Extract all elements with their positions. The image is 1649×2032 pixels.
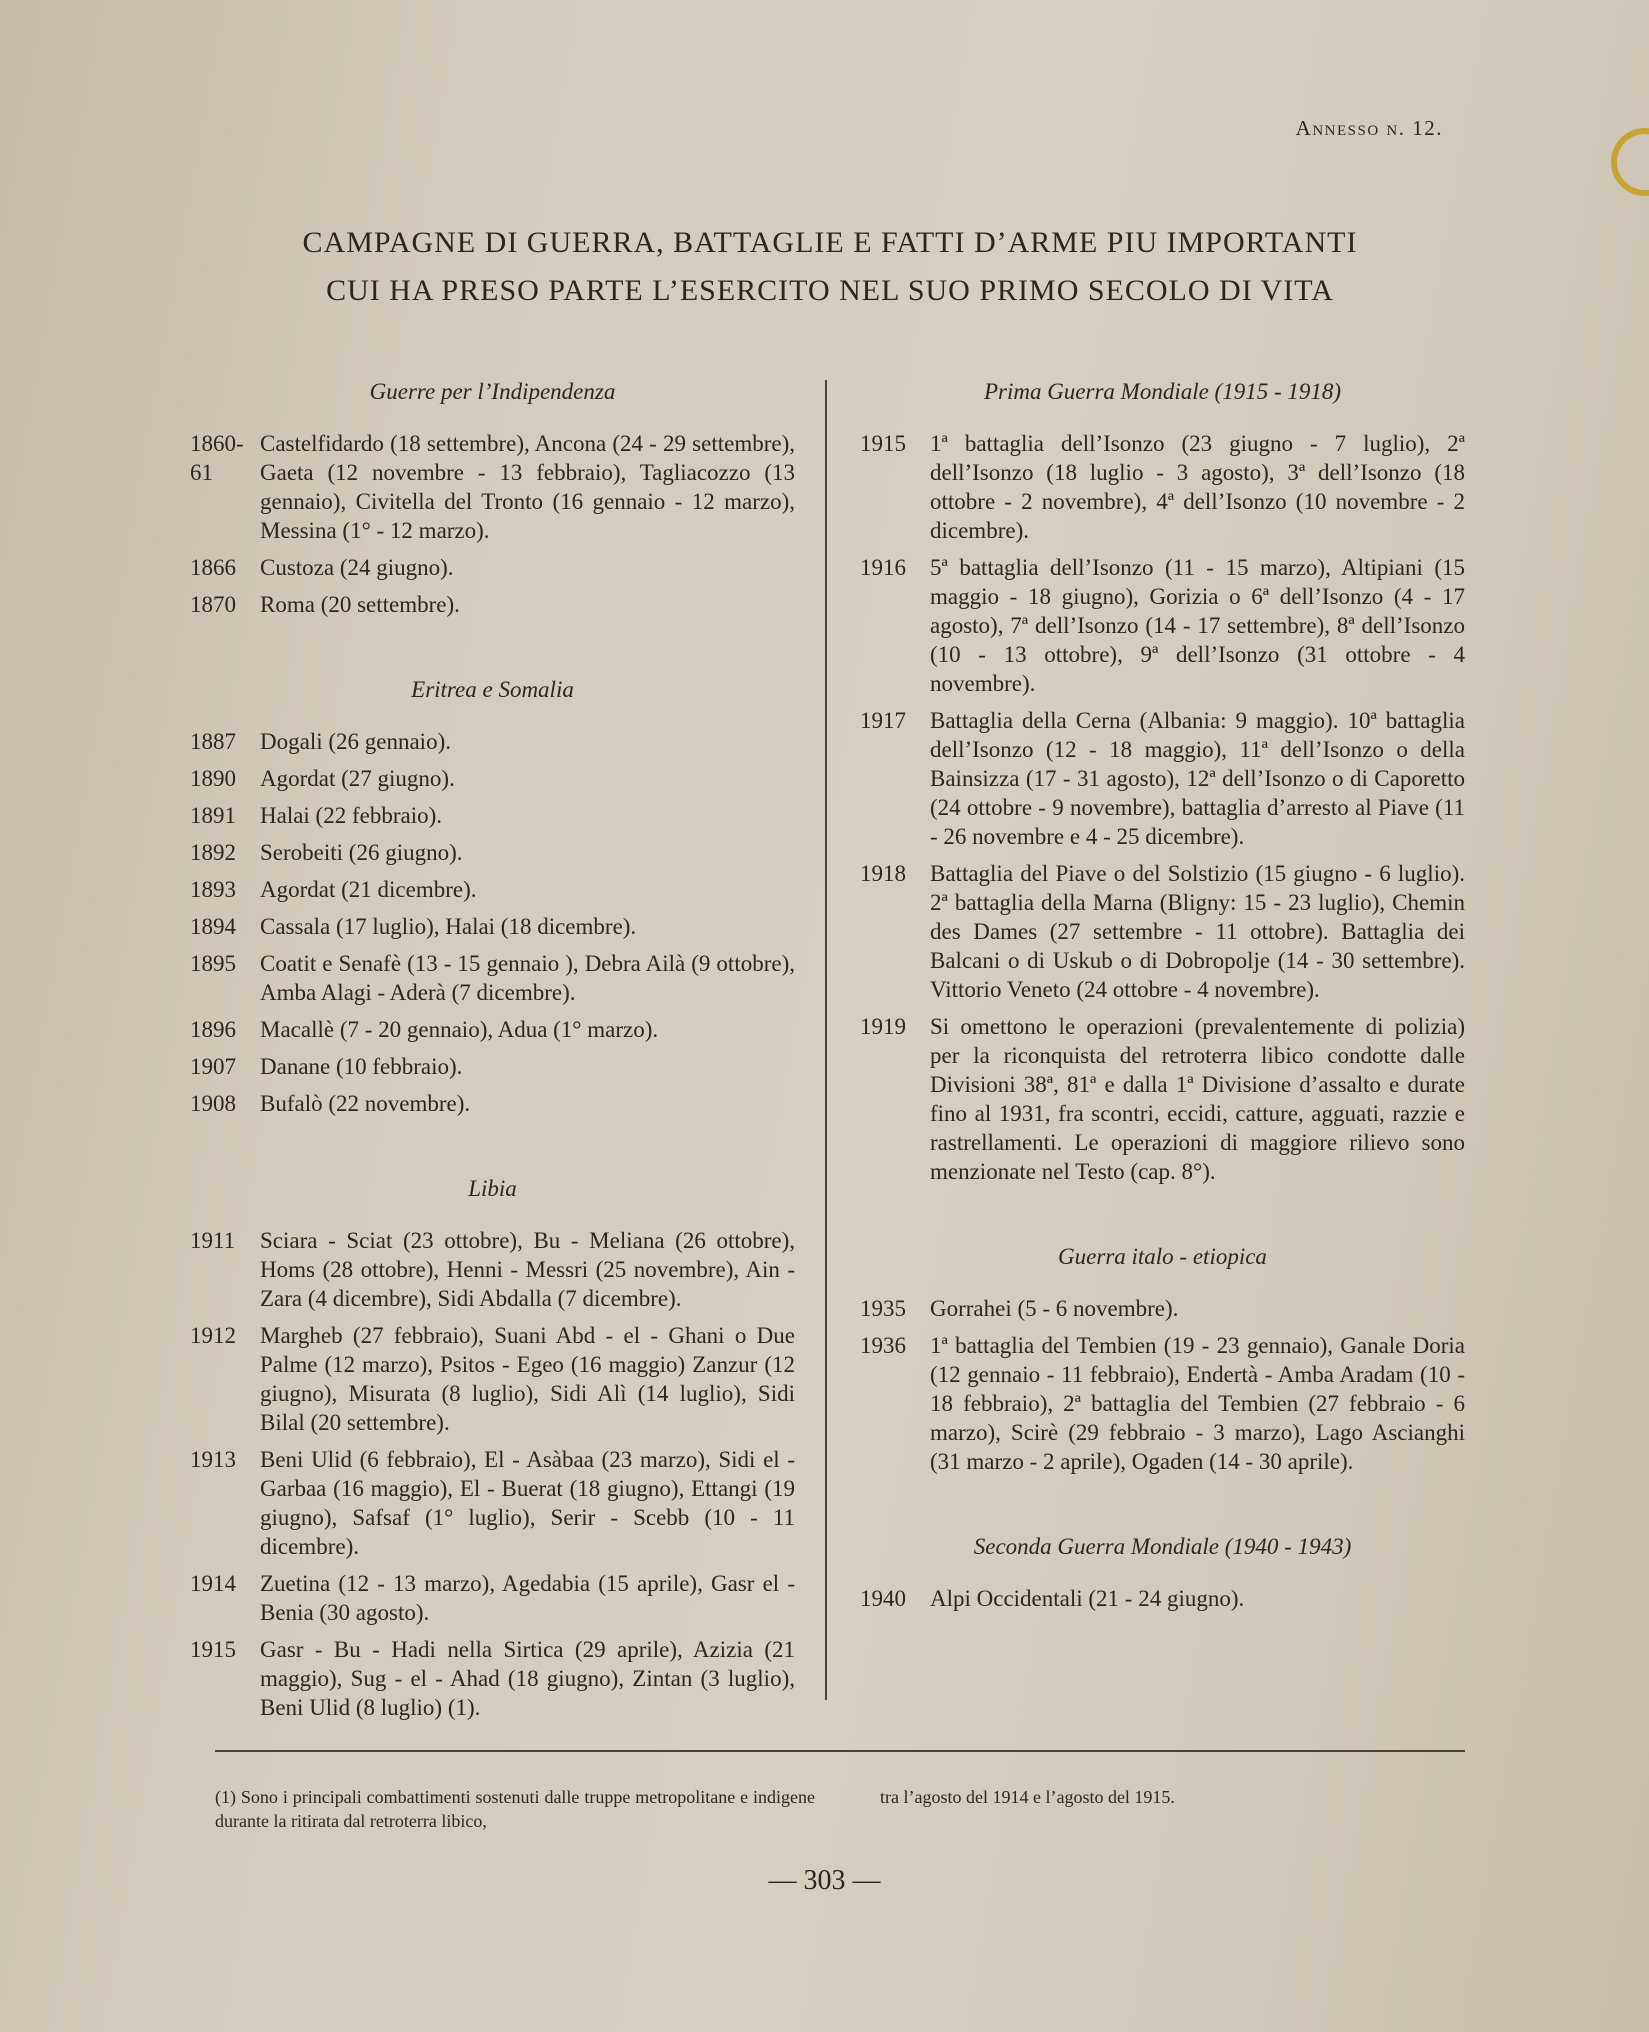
- section-title-seconda-guerra: Seconda Guerra Mondiale (1940 - 1943): [973, 1534, 1352, 1559]
- entry-text: Serobeiti (26 giugno).: [260, 840, 463, 865]
- entry-text: Sciara - Sciat (23 ottobre), Bu - Meliana (26 ottobre), Homs (28 ottobre), Henni - Messri (25 novembre), Ain - Zara (4 dicembre), Sidi Abdalla (7 dicembre).: [260, 1228, 795, 1311]
- entry-text: Agordat (27 giugno).: [260, 766, 455, 791]
- entry-year: 1866: [190, 555, 236, 580]
- entry-text: Macallè (7 - 20 gennaio), Adua (1° marzo).: [260, 1017, 659, 1042]
- entry-year: 1896: [190, 1017, 236, 1042]
- list-item: [190, 429, 795, 545]
- list-item: [860, 429, 1465, 545]
- entry-text: Battaglia della Cerna (Albania: 9 maggio). 10ª battaglia dell’Isonzo (12 - 18 maggio), 11ª dell’Isonzo o della Bainsizza (17 - 31 agosto), 12ª dell’Isonzo o di Caporetto (24 ottobre - 9 novembre), battaglia d’arresto al Piave (11 - 26 novembre e 4 - 25 dicembre).: [930, 708, 1465, 849]
- entry-year: 1919: [860, 1014, 906, 1039]
- entry-text: Beni Ulid (6 febbraio), El - Asàbaa (23 marzo), Sidi el - Garbaa (16 maggio), El - Buerat (18 giugno), Ettangi (19 giugno), Safsaf (1° luglio), Serir - Scebb (10 - 11 dicembre).: [260, 1447, 795, 1559]
- footnote-left: (1) Sono i principali combattimenti sostenuti dalle truppe metropolitane e indigene durante la ritirata dal retroterra libico,: [215, 1787, 815, 1831]
- entry-text: Danane (10 febbraio).: [260, 1054, 463, 1079]
- list-item: [190, 590, 795, 619]
- list-item: [860, 1584, 1465, 1613]
- entry-year: 1870: [190, 592, 236, 617]
- entry-text: Margheb (27 febbraio), Suani Abd - el - Ghani o Due Palme (12 marzo), Psitos - Egeo (16 maggio) Zanzur (12 giugno), Misurata (8 luglio), Sidi Alì (14 luglio), Sidi Bilal (20 settembre).: [260, 1323, 795, 1435]
- entry-year: 1915: [860, 431, 906, 456]
- entry-text: Dogali (26 gennaio).: [260, 729, 451, 754]
- entry-year: 1908: [190, 1091, 236, 1116]
- entry-text: 5ª battaglia dell’Isonzo (11 - 15 marzo), Altipiani (15 maggio - 18 giugno), Gorizia o 6ª dell’Isonzo (4 - 17 agosto), 7ª dell’Isonzo (14 - 17 settembre), 8ª dell’Isonzo (10 - 13 ottobre), 9ª dell’Isonzo (31 ottobre - 4 novembre).: [930, 555, 1465, 696]
- list-item: [190, 764, 795, 793]
- entry-text: Gorrahei (5 - 6 novembre).: [930, 1296, 1179, 1321]
- entry-year: 1913: [190, 1447, 236, 1472]
- entry-year: 1891: [190, 803, 236, 828]
- entry-text: Custoza (24 giugno).: [260, 555, 454, 580]
- list-item: [190, 1635, 795, 1722]
- entry-year: 1892: [190, 840, 236, 865]
- list-item: [860, 1294, 1465, 1323]
- list-item: [190, 912, 795, 941]
- entry-year: 1895: [190, 951, 236, 976]
- entry-year: 1915: [190, 1637, 236, 1662]
- list-item: [190, 727, 795, 756]
- entry-year: 1890: [190, 766, 236, 791]
- entry-year: 1914: [190, 1571, 236, 1596]
- binder-ring-icon: [1611, 128, 1649, 196]
- list-item: [190, 553, 795, 582]
- entry-text: Battaglia del Piave o del Solstizio (15 giugno - 6 luglio). 2ª battaglia della Marna (Bligny: 15 - 23 luglio), Chemin des Dames (27 settembre - 11 ottobre). Battaglia dei Balcani o di Uskub o di Dobropolje (14 - 30 settembre). Vittorio Veneto (24 ottobre - 4 novembre).: [930, 861, 1465, 1002]
- entry-text: Halai (22 febbraio).: [260, 803, 443, 828]
- footnote-rule: [215, 1750, 1465, 1752]
- list-item: [860, 1331, 1465, 1476]
- annex-label: Annesso n. 12.: [1295, 116, 1443, 140]
- list-item: [190, 1226, 795, 1313]
- footnote-right: tra l’agosto del 1914 e l’agosto del 1915.: [880, 1787, 1175, 1807]
- entry-text: Gasr - Bu - Hadi nella Sirtica (29 aprile), Azizia (21 maggio), Sug - el - Ahad (18 giugno), Zintan (3 luglio), Beni Ulid (8 luglio) (1).: [260, 1637, 795, 1720]
- entry-year: 1918: [860, 861, 906, 886]
- list-item: [190, 1015, 795, 1044]
- entry-text: 1ª battaglia del Tembien (19 - 23 gennaio), Ganale Doria (12 gennaio - 11 febbraio), Endertà - Amba Aradam (10 - 18 febbraio), 2ª battaglia del Tembien (27 febbraio - 6 marzo), Scirè (29 febbraio - 3 marzo), Lago Ascianghi (31 marzo - 2 aprile), Ogaden (14 - 30 aprile).: [930, 1333, 1465, 1474]
- right-column: [860, 375, 1465, 1621]
- entry-text: 1ª battaglia dell’Isonzo (23 giugno - 7 luglio), 2ª dell’Isonzo (18 luglio - 3 agosto), 3ª dell’Isonzo (18 ottobre - 2 novembre), 4ª dell’Isonzo (10 novembre - 2 dicembre).: [930, 431, 1465, 543]
- entry-text: Zuetina (12 - 13 marzo), Agedabia (15 aprile), Gasr el - Benia (30 agosto).: [260, 1571, 795, 1625]
- section-title-italo-etiopica: Guerra italo - etiopica: [1058, 1244, 1267, 1269]
- entry-text: Agordat (21 dicembre).: [260, 877, 477, 902]
- list-item: [190, 1569, 795, 1627]
- list-item: [190, 1089, 795, 1118]
- entry-text: Bufalò (22 novembre).: [260, 1091, 471, 1116]
- section-title-prima-guerra: Prima Guerra Mondiale (1915 - 1918): [983, 379, 1342, 404]
- entry-year: 1860-61: [190, 431, 244, 485]
- section-title-libia: Libia: [468, 1176, 517, 1201]
- entry-year: 1917: [860, 708, 906, 733]
- entry-text: Coatit e Senafè (13 - 15 gennaio ), Debra Ailà (9 ottobre), Amba Alagi - Aderà (7 dicembre).: [260, 951, 795, 1005]
- page-title-line-2: CUI HA PRESO PARTE L’ESERCITO NEL SUO PRIMO SECOLO DI VITA: [326, 274, 1334, 307]
- list-item: [860, 1012, 1465, 1186]
- section-title-indipendenza: Guerre per l’Indipendenza: [369, 379, 616, 404]
- list-item: [190, 875, 795, 904]
- list-item: [860, 553, 1465, 698]
- entry-text: Roma (20 settembre).: [260, 592, 460, 617]
- section-title-eritrea: Eritrea e Somalia: [411, 677, 574, 702]
- entry-text: Castelfidardo (18 settembre), Ancona (24 - 29 settembre), Gaeta (12 novembre - 13 febbraio), Tagliacozzo (13 gennaio), Civitella del Tronto (16 gennaio - 12 marzo), Messina (1° - 12 marzo).: [260, 431, 795, 543]
- entry-text: Alpi Occidentali (21 - 24 giugno).: [930, 1586, 1245, 1611]
- entry-year: 1940: [860, 1586, 906, 1611]
- list-item: [190, 1321, 795, 1437]
- entry-year: 1935: [860, 1296, 906, 1321]
- entry-year: 1887: [190, 729, 236, 754]
- left-column: [190, 375, 795, 1730]
- entry-text: Si omettono le operazioni (prevalentemente di polizia) per la riconquista del retroterra libico condotte dalle Divisioni 38ª, 81ª e dalla 1ª Divisione d’assalto e durate fino al 1931, fra scontri, eccidi, catture, agguati, razzie e rastrellamenti. Le operazioni di maggiore rilievo sono menzionate nel Testo (cap. 8°).: [930, 1014, 1465, 1184]
- entry-year: 1936: [860, 1333, 906, 1358]
- entry-text: Cassala (17 luglio), Halai (18 dicembre).: [260, 914, 637, 939]
- entry-year: 1893: [190, 877, 236, 902]
- list-item: [860, 706, 1465, 851]
- list-item: [190, 1052, 795, 1081]
- entry-year: 1911: [190, 1228, 236, 1253]
- list-item: [190, 838, 795, 867]
- page-title-line-1: CAMPAGNE DI GUERRA, BATTAGLIE E FATTI D’ARME PIU IMPORTANTI: [302, 226, 1358, 259]
- list-item: [190, 801, 795, 830]
- entry-year: 1894: [190, 914, 236, 939]
- column-divider: [825, 380, 827, 1700]
- list-item: [190, 949, 795, 1007]
- page-number: — 303 —: [768, 1865, 881, 1896]
- entry-year: 1912: [190, 1323, 236, 1348]
- list-item: [190, 1445, 795, 1561]
- list-item: [860, 859, 1465, 1004]
- entry-year: 1916: [860, 555, 906, 580]
- entry-year: 1907: [190, 1054, 236, 1079]
